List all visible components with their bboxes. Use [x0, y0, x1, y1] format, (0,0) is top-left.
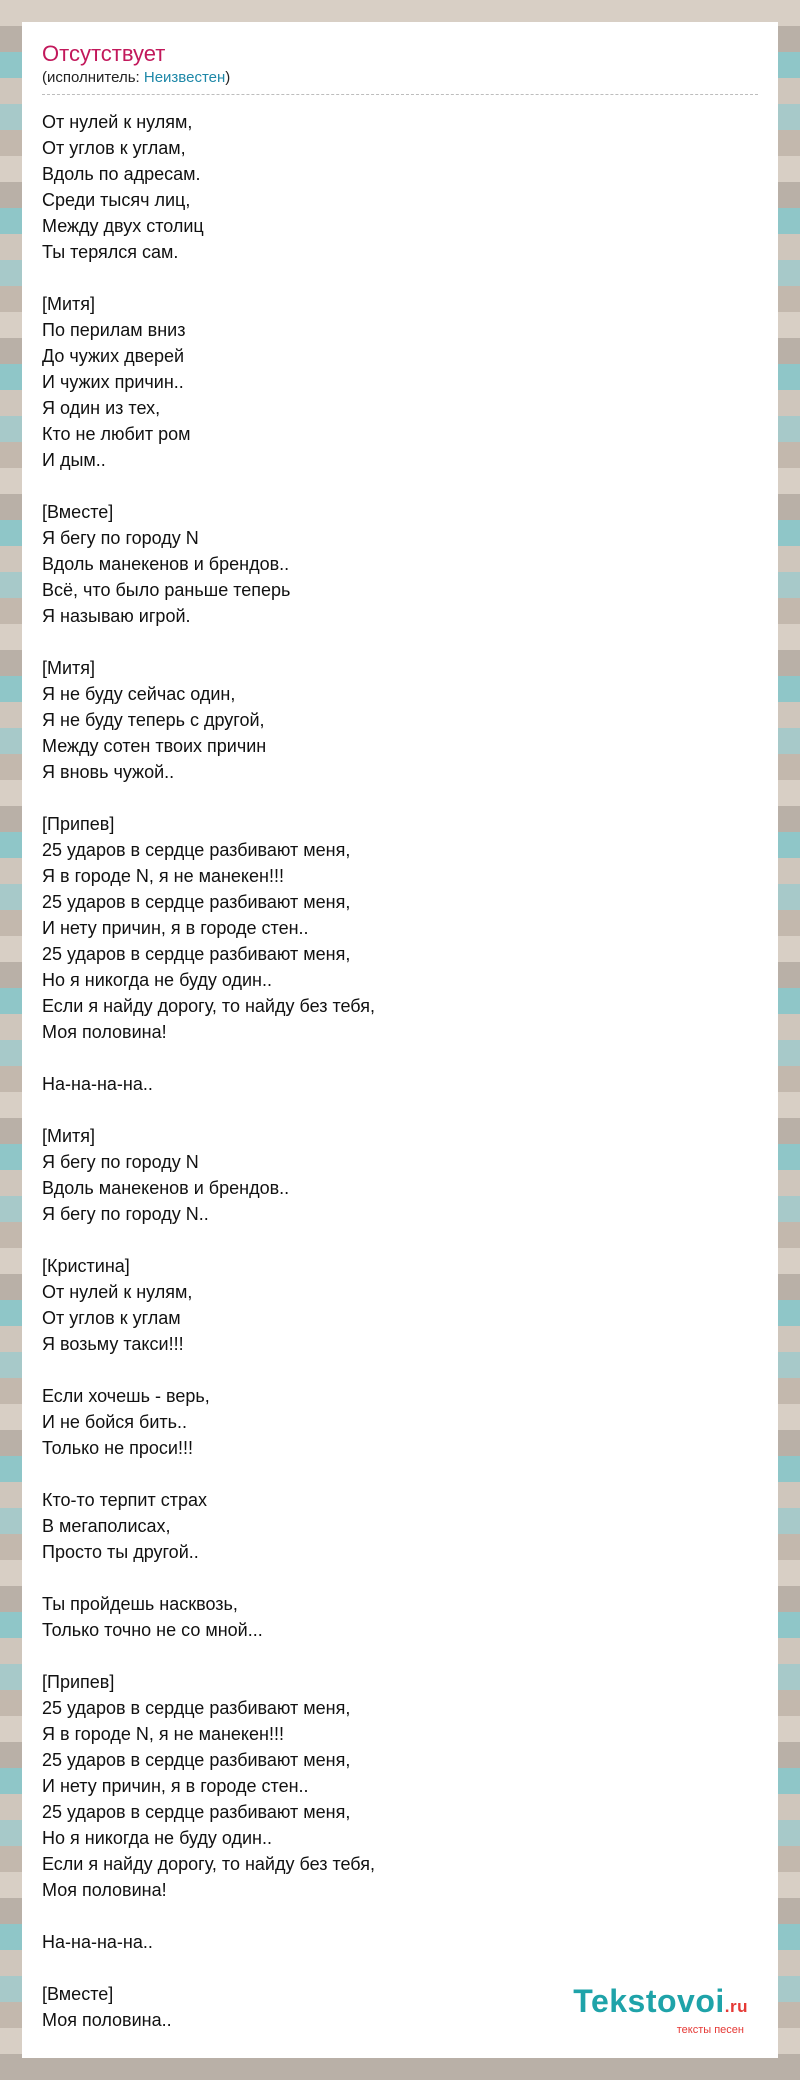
artist-prefix: (исполнитель:: [42, 69, 144, 86]
lyric-line: Но я никогда не буду один..: [42, 970, 273, 990]
lyric-line: Если хочешь - верь,: [42, 1386, 210, 1406]
lyric-line: От углов к углам,: [42, 138, 186, 158]
site-logo[interactable]: [573, 1984, 748, 2036]
lyric-line: Вдоль манекенов и брендов..: [42, 1178, 290, 1198]
lyric-line: Всё, что было раньше теперь: [42, 580, 291, 600]
lyric-line: [Вместе]: [42, 1984, 114, 2004]
lyric-line: Я один из тех,: [42, 398, 161, 418]
lyric-line: И не бойся бить..: [42, 1412, 188, 1432]
lyric-line: Моя половина..: [42, 2010, 172, 2030]
lyric-line: 25 ударов в сердце разбивают меня,: [42, 840, 351, 860]
lyric-line: На-на-на-на..: [42, 1932, 153, 1952]
lyric-line: Кто-то терпит страх: [42, 1490, 207, 1510]
lyric-line: [Вместе]: [42, 502, 114, 522]
lyrics-body: [42, 109, 758, 2033]
lyric-line: На-на-на-на..: [42, 1074, 153, 1094]
artist-link[interactable]: Неизвестен: [143, 69, 226, 86]
lyric-line: От углов к углам: [42, 1308, 181, 1328]
lyric-line: Если я найду дорогу, то найду без тебя,: [42, 1854, 375, 1874]
lyric-line: Моя половина!: [42, 1022, 167, 1042]
lyric-line: Но я никогда не буду один..: [42, 1828, 273, 1848]
lyric-line: [Припев]: [42, 814, 115, 834]
lyric-line: Ты пройдешь насквозь,: [42, 1594, 238, 1614]
lyric-line: Кто не любит ром: [42, 424, 191, 444]
lyric-line: От нулей к нулям,: [42, 112, 193, 132]
lyric-line: 25 ударов в сердце разбивают меня,: [42, 892, 351, 912]
lyric-line: Я не буду сейчас один,: [42, 684, 236, 704]
lyric-line: И нету причин, я в городе стен..: [42, 1776, 309, 1796]
lyric-line: Просто ты другой..: [42, 1542, 199, 1562]
lyric-line: Только не проси!!!: [42, 1438, 193, 1458]
logo-tld: .ru: [724, 1997, 748, 2016]
lyric-line: [Митя]: [42, 294, 96, 314]
logo-wordmark: [573, 1984, 748, 2024]
lyric-line: До чужих дверей: [42, 346, 185, 366]
lyric-line: Ты терялся сам.: [42, 242, 179, 262]
stanza-break: [42, 1357, 758, 1383]
lyric-line: [Митя]: [42, 1126, 96, 1146]
lyric-line: Я бегу по городу N..: [42, 1204, 209, 1224]
lyric-line: 25 ударов в сердце разбивают меня,: [42, 1802, 351, 1822]
lyric-line: Вдоль манекенов и брендов..: [42, 554, 290, 574]
lyric-line: Я бегу по городу N: [42, 528, 199, 548]
lyric-line: И чужих причин..: [42, 372, 184, 392]
lyric-line: Я в городе N, я не манекен!!!: [42, 866, 284, 886]
lyric-line: 25 ударов в сердце разбивают меня,: [42, 944, 351, 964]
artist-line: [42, 68, 758, 95]
lyric-line: Среди тысяч лиц,: [42, 190, 191, 210]
lyric-line: И дым..: [42, 450, 106, 470]
stanza-break: [42, 629, 758, 655]
lyric-line: Я вновь чужой..: [42, 762, 175, 782]
stanza-break: [42, 1955, 758, 1981]
stanza-break: [42, 785, 758, 811]
lyric-line: [Припев]: [42, 1672, 115, 1692]
song-title: Отсутствует: [42, 41, 166, 66]
stanza-break: [42, 265, 758, 291]
lyric-line: Только точно не со мной...: [42, 1620, 263, 1640]
lyric-line: [Митя]: [42, 658, 96, 678]
lyrics-card: [22, 22, 778, 2058]
lyric-line: Вдоль по адресам.: [42, 164, 201, 184]
lyric-line: Если я найду дорогу, то найду без тебя,: [42, 996, 375, 1016]
lyric-line: Я не буду теперь с другой,: [42, 710, 265, 730]
lyric-line: Я возьму такси!!!: [42, 1334, 184, 1354]
lyric-line: 25 ударов в сердце разбивают меня,: [42, 1750, 351, 1770]
stanza-break: [42, 1461, 758, 1487]
stanza-break: [42, 1097, 758, 1123]
lyric-line: Я называю игрой.: [42, 606, 191, 626]
lyric-line: Между двух столиц: [42, 216, 204, 236]
lyric-line: Я бегу по городу N: [42, 1152, 199, 1172]
lyric-line: 25 ударов в сердце разбивают меня,: [42, 1698, 351, 1718]
lyric-line: Моя половина!: [42, 1880, 167, 1900]
logo-name: Tekstovoi: [573, 1983, 725, 2019]
stanza-break: [42, 1227, 758, 1253]
stanza-break: [42, 473, 758, 499]
artist-suffix: ): [225, 69, 231, 86]
lyric-line: И нету причин, я в городе стен..: [42, 918, 309, 938]
lyric-line: От нулей к нулям,: [42, 1282, 193, 1302]
stanza-break: [42, 1045, 758, 1071]
lyric-line: В мегаполисах,: [42, 1516, 171, 1536]
lyric-line: Я в городе N, я не манекен!!!: [42, 1724, 284, 1744]
logo-tagline: тексты песен: [676, 2024, 744, 2036]
stanza-break: [42, 1643, 758, 1669]
lyric-line: [Кристина]: [42, 1256, 130, 1276]
stanza-break: [42, 1903, 758, 1929]
lyric-line: По перилам вниз: [42, 320, 186, 340]
stanza-break: [42, 1565, 758, 1591]
lyric-line: Между сотен твоих причин: [42, 736, 267, 756]
